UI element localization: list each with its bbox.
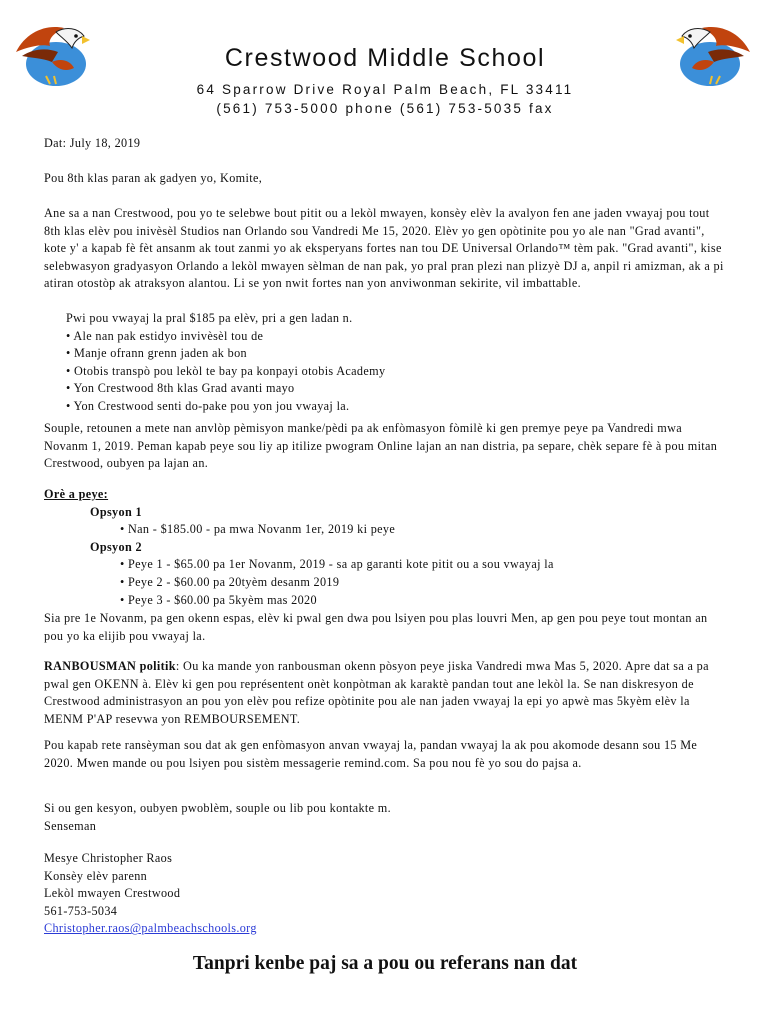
- signer-school: Lekòl mwayen Crestwood: [44, 886, 181, 901]
- closing-line: Senseman: [44, 818, 97, 833]
- phone-line: (561) 753-5000 phone (561) 753-5035 fax: [216, 101, 554, 116]
- list-item: • Peye 3 - $60.00 pa 5kyèm mas 2020: [120, 592, 317, 607]
- remind-paragraph: Pou kapab rete ransèyman sou dat ak gen enfòmasyon anvan vwayaj la, pandan vwayaj la ak pou akomode desann sou 15 Me 2020. Mwen mande ou pou lsiyen pou sistèm messagerie remind.com. Sa pou nou fè yo sou do pajsa a.: [44, 738, 698, 770]
- list-item: • Nan - $185.00 - pa mwa Novanm 1er, 2019 ki peye: [120, 522, 396, 537]
- signature-block: [44, 850, 726, 938]
- list-item: • Peye 2 - $60.00 pa 20tyèm desanm 2019: [120, 574, 340, 589]
- late-signup-paragraph: Sia pre 1e Novanm, pa gen okenn espas, elèv ki pwal gen dwa pou lsiyen pou plas louvri Men, ap gen pou peye tout montan an pou yo ka elijib pou vwayaj la.: [44, 611, 708, 643]
- deposit-paragraph: Souple, retounen a mete nan anvlòp pèmisyon manke/pèdi pa ak enfòmasyon fòmilè ki gen premye peye pa Vandredi mwa Novanm 1, 2019. Peman kapab peye sou liy ap itilize pwogram Online lajan an nan distria, pa separe, chèk separe fè à pou mitan Crestwood, oubyen pa lajan an.: [44, 421, 718, 471]
- eagle-icon: [674, 18, 754, 90]
- refund-text: : Ou ka mande yon ranbousman okenn pòsyon peye jiska Vandredi mwa Mas 5, 2020. Apre dat sa a pa pwal gen OKENN à. Elèv ki gen pou représentent onèt konpòtman ak karaktè pandan tout ane lekòl la. Se nan diskresyon de Crestwood administrasyon an pou yon elèv pou refize opòtinite pou ale nan jaden vwayaj la epi yo apwè mas 5kyèm elèv la MENM P'AP resevwa yon REMBOURSEMENT.: [44, 659, 709, 726]
- address-line: 64 Sparrow Drive Royal Palm Beach, FL 33411: [196, 82, 574, 97]
- refund-label: RANBOUSMAN politik: [44, 659, 176, 673]
- list-item: • Otobis transpò pou lekòl te bay pa konpayi otobis Academy: [66, 363, 386, 378]
- school-name: Crestwood Middle School: [224, 44, 546, 72]
- signer-email-link[interactable]: Christopher.raos@palmbeachschools.org: [44, 921, 257, 936]
- option2-label: Opsyon 2: [90, 539, 142, 554]
- list-item: • Peye 1 - $65.00 pa 1er Novanm, 2019 - sa ap garanti kote pitit ou a sou vwayaj la: [120, 557, 554, 572]
- payment-schedule: [44, 486, 726, 609]
- signer-phone: 561-753-5034: [44, 903, 118, 918]
- list-item: • Manje ofrann grenn jaden ak bon: [66, 346, 247, 361]
- intro-paragraph: Ane sa a nan Crestwood, pou yo te selebwe bout pitit ou a lekòl mwayen, konsèy elèv la avalyon fen ane jaden vwayaj pou tout 8th klas elèv pou inivèsèl Studios nan Orlando sou Vandredi Me 15, 2020. Elèv yo gen opòtinite pou yo ale nan "Grad avanti", kote y' a kapab fè fèt ansanm ak tout zanmi yo ak eksperyans fortes nan tou DE Universal Orlando™ tèm pak. "Grad avanti", kise selebwasyon gradyasyon Orlando a lekòl mwayen sèlman de nan pak, yo pral pran plezi nan plizyè DJ a, anpil ri amizman, ak a pi atiran otostòp ak atraksyon alantou. Li se yon nwit fortes nan yon anviwonman sekirite, vil imbattable.: [44, 206, 724, 291]
- list-item: • Ale nan pak estidyo invivèsèl tou de: [66, 328, 264, 343]
- list-item: • Yon Crestwood 8th klas Grad avanti mayo: [66, 381, 295, 396]
- includes-block: [66, 310, 706, 416]
- list-item: • Yon Crestwood senti do-pake pou yon jou vwayaj la.: [66, 398, 350, 413]
- letter-date: Dat: July 18, 2019: [44, 136, 141, 150]
- letter-greeting: Pou 8th klas paran ak gadyen yo, Komite,: [44, 171, 263, 185]
- footer-note: Tanpri kenbe paj sa a pou ou referans nan dat: [192, 953, 578, 974]
- payment-heading: Orè a peye:: [44, 487, 109, 501]
- school-contact: [150, 80, 620, 118]
- price-line: Pwi pou vwayaj la pral $185 pa elèv, pri a gen ladan n.: [66, 311, 353, 325]
- questions-line: Si ou gen kesyon, oubyen pwoblèm, souple ou lib pou kontakte m.: [44, 801, 392, 815]
- signer-role: Konsèy elèv parenn: [44, 868, 148, 883]
- refund-policy-paragraph: [44, 658, 726, 728]
- eagle-icon: [12, 18, 92, 90]
- closing-block: [44, 800, 726, 835]
- signer-name: Mesye Christopher Raos: [44, 851, 173, 865]
- option1-label: Opsyon 1: [90, 504, 142, 519]
